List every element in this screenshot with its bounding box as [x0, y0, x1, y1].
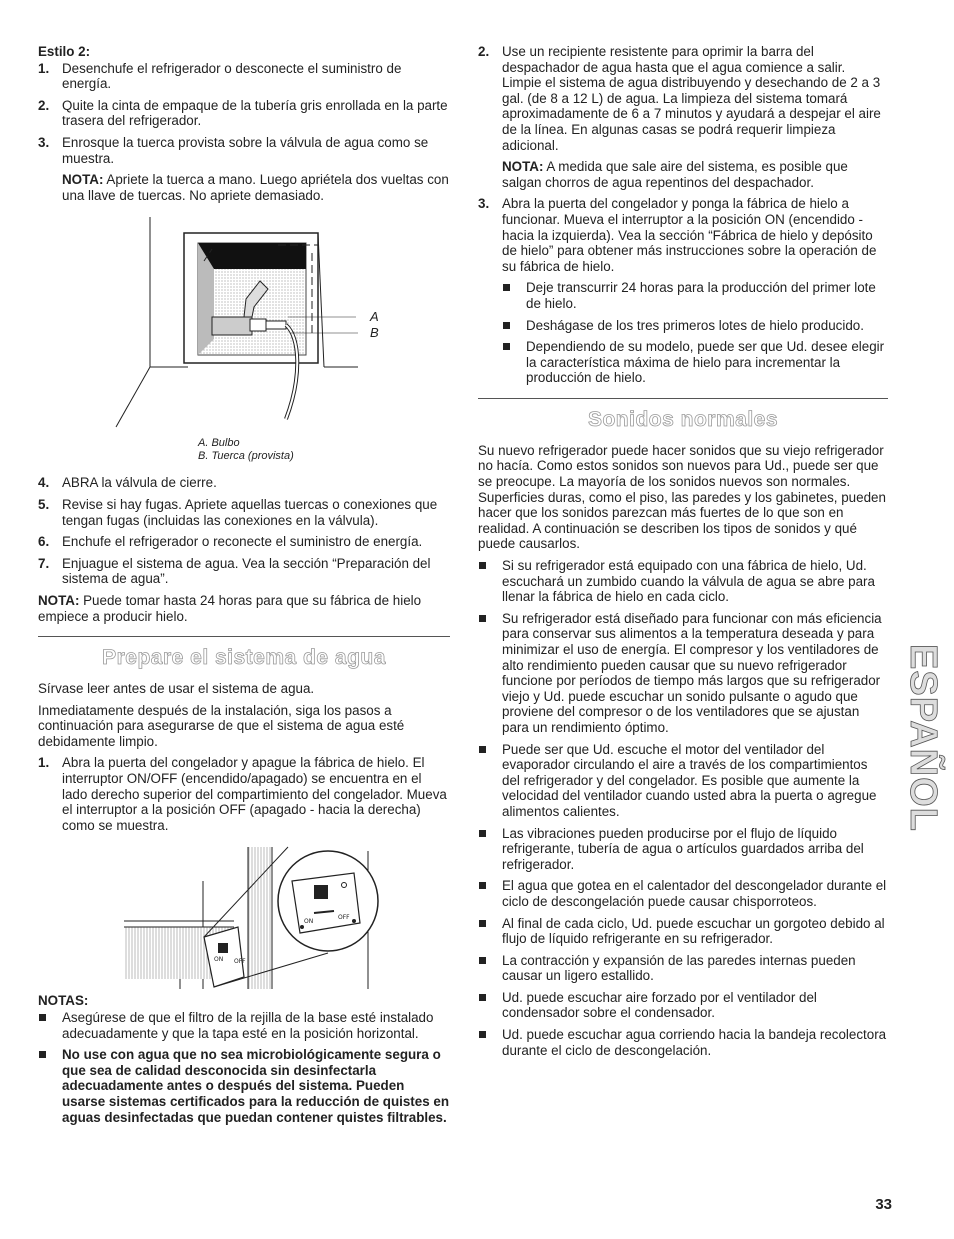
step-number: 3.: [38, 134, 50, 150]
list-item: [478, 826, 888, 873]
list-item-text: Dependiendo de su modelo, puede ser que Ud. desee elegir la característica máxima de hielo para incrementar la producción de hielo.: [526, 339, 885, 386]
section-divider: [38, 636, 450, 637]
step-text: Abra la puerta del congelador y apague la fábrica de hielo. El interruptor ON/OFF (encendido/apagado) se encuentra en el lado derecho superior del compartimiento del congelador. Mueva el interruptor a la posición OFF (apagado - hacia la derecha) como se muestra.: [62, 755, 447, 833]
estilo-heading: Estilo 2:: [38, 44, 91, 59]
section-divider: [478, 398, 888, 399]
list-item: [478, 878, 888, 909]
bullet-square: [479, 957, 486, 964]
step-item: [38, 98, 450, 129]
step-text: Desenchufe el refrigerador o desconecte el suministro de energía.: [62, 60, 402, 92]
warning-bullet: [38, 1047, 450, 1125]
list-item-text: Su refrigerador está diseñado para funcionar con más eficiencia para conservar sus alimentos a la temperatura deseada y para minimizar el uso de energía. El compresor y los ventiladores de alto rendimiento pueden causar que su nuevo refrigerador funcione por períodos de tiempo más largos que su refrigerador viejo y Ud. puede escuchar un sonido pulsante o agudo que proviene del compresor o de los ventiladores que se ajustan para un rendimiento óptimo.: [502, 610, 882, 735]
note-text: Puede tomar hasta 24 horas para que su fábrica de hielo empiece a producir hielo.: [38, 592, 422, 624]
step-item: [38, 135, 450, 166]
icemaker-switch-figure: [38, 841, 450, 989]
step-item: [38, 556, 450, 587]
step-text: Revise si hay fugas. Apriete aquellas tuercas o conexiones que tengan fugas (incluidas las conexiones en la válvula).: [62, 496, 438, 528]
notas-heading: NOTAS:: [38, 993, 89, 1009]
sounds-list: [478, 558, 888, 1058]
warning-text: No use con agua que no sea microbiológicamente segura o que sea de calidad desconocida sin desinfectarla adecuadamente antes o después del sistema. Pueden usarse sistemas certificados para la reducción de quistes en aguas desinfectadas que puedan contener quistes filtrables.: [62, 1047, 450, 1125]
intro-paragraph: Su nuevo refrigerador puede hacer sonidos que su viejo refrigerador no hacía. Como estos sonidos son nuevos para Ud., puede ser que se preocupe. La mayoría de los sonidos nuevos son normales. Superficies duras, como el piso, las paredes y los gabinetes, pueden hacer que los sonidos parezcan más fuertes de lo que son en realidad. A continuación se describen los tipos de sonidos y qué puede causarlos.: [478, 442, 886, 552]
list-item-text: Deshágase de los tres primeros lotes de hielo producido.: [526, 317, 864, 333]
list-item: [38, 1010, 450, 1041]
step-number: 2.: [38, 97, 50, 113]
step-item: [38, 475, 450, 491]
list-item: [502, 339, 888, 386]
figure-caption: [38, 437, 450, 463]
bullet-square: [479, 882, 486, 889]
list-item-text: La contracción y expansión de las paredes internas pueden causar un ligero estallido.: [502, 952, 856, 984]
list-item: [478, 990, 888, 1021]
bullet-square: [503, 343, 510, 350]
step-item: [38, 497, 450, 528]
caption-a: A. Bulbo: [198, 437, 240, 450]
list-item-text: Si su refrigerador está equipado con una fábrica de hielo, Ud. escuchará un zumbido cuando la válvula de agua se abre para llenar la fábrica de hielo en cada ciclo.: [502, 558, 875, 605]
section-heading-sounds: Sonidos normales: [587, 407, 779, 431]
note-text: A medida que sale aire del sistema, es posible que salgan chorros de agua repentinos del despachador.: [502, 159, 848, 190]
bullet-square: [479, 920, 486, 927]
svg-text:ON: ON: [304, 918, 314, 926]
bullet-square: [39, 1051, 46, 1058]
step-number: 7.: [38, 555, 50, 571]
figure-label-a: A: [370, 309, 379, 325]
step-number: 2.: [478, 44, 490, 59]
side-tab-svg: [897, 640, 944, 840]
list-item-text: Al final de cada ciclo, Ud. puede escuchar un gorgoteo debido al flujo de líquido refrigerante en su refrigerador.: [502, 915, 885, 947]
note-label: NOTA:: [62, 172, 104, 188]
sub-bullets: [478, 280, 888, 386]
bullet-square: [39, 1014, 46, 1021]
figure-label-b: B: [370, 325, 379, 341]
bullet-square: [503, 284, 510, 291]
list-item-text: Asegúrese de que el filtro de la rejilla de la base esté instalado adecuadamente y que la tapa esté en la posición horizontal.: [62, 1010, 434, 1041]
valve-illustration: [38, 217, 418, 435]
step-number: 3.: [478, 196, 490, 212]
step-number: 4.: [38, 475, 50, 491]
svg-text:OFF: OFF: [338, 914, 350, 922]
steps-list-1: [38, 61, 450, 167]
step-text: Enchufe el refrigerador o reconecte el suministro de energía.: [62, 534, 423, 550]
valve-figure: [38, 217, 450, 435]
list-item: [502, 318, 888, 334]
step-text: Use un recipiente resistente para oprimir la barra del despachador de agua hasta que el agua comience a salir. Limpie el sistema de agua distribuyendo y desechando de 2 a 3 gal. (de 8 a 12 L) de agua. La limpieza del sistema tomará aproximadamente de 6 a 7 minutos y ayudará a despejar el aire de la línea. En algunas casas se podrá requerir limpieza adicional.: [502, 44, 881, 153]
bullet-square: [503, 322, 510, 329]
icemaker-illustration: [38, 841, 418, 989]
list-item-text: Ud. puede escuchar aire forzado por el ventilador del condensador sobre el condensador.: [502, 989, 817, 1021]
step-item: [38, 534, 450, 550]
step-number: 1.: [38, 60, 50, 76]
note-text: Apriete la tuerca a mano. Luego apriétela dos vueltas con una llave de tuercas. No apriete demasiado.: [62, 172, 449, 203]
list-item: [478, 558, 888, 605]
page-number: 33: [875, 1196, 892, 1213]
bullet-square: [479, 1031, 486, 1038]
left-column: [38, 44, 450, 1131]
list-item: [478, 953, 888, 984]
list-item-text: El agua que gotea en el calentador del descongelador durante el ciclo de descongelación puede causar chisporroteos.: [502, 878, 887, 909]
side-tab-text: ESPAÑOL: [902, 644, 944, 832]
step-number: 1.: [38, 755, 50, 771]
bullet-square: [479, 615, 486, 622]
step-number: 5.: [38, 496, 50, 512]
paragraph: Inmediatamente después de la instalación, siga los pasos a continuación para asegurarse de que el sistema de agua esté debidamente limpio.: [38, 702, 405, 749]
note-1: [38, 172, 450, 203]
step-number: 6.: [38, 534, 50, 550]
list-item-text: Las vibraciones pueden producirse por el flujo de líquido refrigerante, tubería de agua o artículos guardados arriba del refrigerador.: [502, 825, 864, 872]
note-label: NOTA:: [38, 592, 80, 608]
steps-list-2: [38, 475, 450, 587]
list-item: [502, 280, 888, 311]
section-heading-prepare: Prepare el sistema de agua: [102, 646, 386, 670]
step-text: Enjuague el sistema de agua. Vea la sección “Preparación del sistema de agua”.: [62, 555, 431, 587]
list-item-text: Puede ser que Ud. escuche el motor del ventilador del evaporador circulando el aire a través de los compartimientos del refrigerador y del congelador. Es posible que aumente la velocidad del ventilador cuando usted abra la puerta o agregue alimentos calientes.: [502, 741, 877, 819]
note-label: NOTA:: [502, 159, 544, 175]
list-item: [478, 611, 888, 736]
step-item: [478, 44, 888, 153]
switch-label-on: ON: [214, 956, 224, 964]
paragraph: Sírvase leer antes de usar el sistema de agua.: [38, 681, 315, 697]
bullet-square: [479, 746, 486, 753]
caption-b: B. Tuerca (provista): [198, 450, 294, 463]
notes-list: [38, 1010, 450, 1041]
step-text: Abra la puerta del congelador y ponga la fábrica de hielo a funcionar. Mueva el interruptor a la posición ON (encendido - hacia la izquierda). Vea la sección “Fábrica de hielo y depósito de hielo” para obtener más instrucciones sobre la operación de su fábrica de hielo.: [502, 196, 877, 274]
note-right: [478, 159, 888, 190]
bullet-square: [479, 562, 486, 569]
step-item: [38, 755, 450, 833]
list-item: [478, 742, 888, 820]
note-2: [38, 593, 450, 624]
list-item: [478, 1027, 888, 1058]
list-item-text: Ud. puede escuchar agua corriendo hacia la bandeja recolectora durante el ciclo de descongelación.: [502, 1027, 887, 1058]
language-side-tab: [897, 640, 944, 840]
step-item: [38, 61, 450, 92]
switch-label-off: OFF: [234, 958, 246, 966]
step-item: [478, 196, 888, 274]
step-text: ABRA la válvula de cierre.: [62, 475, 217, 491]
steps-list-right: [478, 44, 888, 153]
step-text: Enrosque la tuerca provista sobre la válvula de agua como se muestra.: [62, 134, 429, 166]
bullet-square: [479, 994, 486, 1001]
step-text: Quite la cinta de empaque de la tubería gris enrollada en la parte trasera del refrigerador.: [62, 97, 448, 129]
list-item: [478, 916, 888, 947]
bullet-square: [479, 830, 486, 837]
right-column: [478, 44, 888, 1064]
list-item-text: Deje transcurrir 24 horas para la producción del primer lote de hielo.: [526, 280, 876, 311]
